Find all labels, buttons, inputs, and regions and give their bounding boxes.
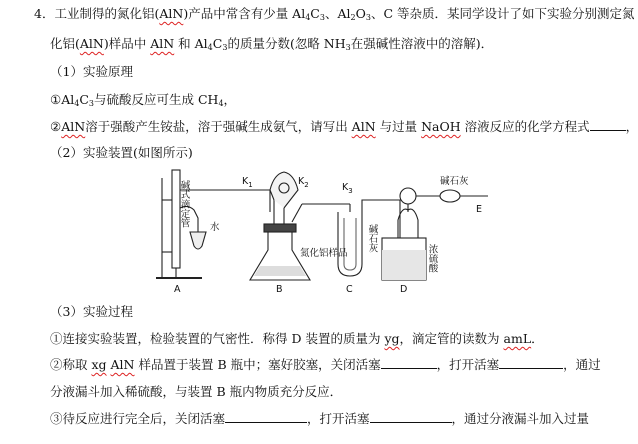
answer-blank-equation[interactable] <box>590 118 626 131</box>
principle-2: ②AlN溶于强酸产生铵盐，溶于强碱生成氨气，请写出 AlN 与过量 NaOH 溶液反应的化学方程式 ， <box>50 119 638 134</box>
label-c: C <box>346 284 353 295</box>
answer-blank-2a[interactable] <box>381 356 437 369</box>
soda-lime-e-label: 碱石灰 <box>440 176 469 187</box>
section-principle-title: （1）实验原理 <box>50 64 133 79</box>
sample-label: 氮化铝样品 <box>300 248 348 259</box>
question-line-2: 化铝(AlN)样品中 AlN 和 $Al_4C_3$的质量分数(忽略 $NH_3$在强碱性溶液中的溶解)． <box>50 36 494 52</box>
question-line-1: 4．工业制得的氮化铝(AlN)产品中常含有少量 $Al_4C_3$、$Al_2O_3$、C 等杂质．某同学设计了如下实验分别测定氮 <box>34 6 635 22</box>
label-d: D <box>400 284 408 295</box>
bulb-d <box>398 209 418 238</box>
question-number: 4． <box>34 6 55 21</box>
water-label: 水 <box>210 222 220 233</box>
u-tube-c <box>338 212 362 276</box>
section-procedure-title: （3）实验过程 <box>50 304 133 319</box>
step-2: ②称取 xg AlN 样品置于装置 B 瓶中；塞好胶塞，关闭活塞 ，打开活塞 ，通过 <box>50 357 601 372</box>
step-3: ③待反应进行完全后，关闭活塞 ，打开活塞 ，通过分液漏斗加入过量 <box>50 411 590 426</box>
burette-label: 碱式滴定管 <box>178 180 190 228</box>
section-apparatus-title: （2）实验装置(如图所示) <box>50 145 193 160</box>
step-2-cont: 分液漏斗加入稀硫酸，与装置 B 瓶内物质充分反应． <box>50 384 343 399</box>
label-b: B <box>276 284 283 295</box>
svg-text:K3: $K_3$ <box>342 182 353 195</box>
answer-blank-2b[interactable] <box>499 356 563 369</box>
answer-blank-3b[interactable] <box>370 410 452 423</box>
step-1: ①连接实验装置，检验装置的气密性．称得 D 装置的质量为 yg，滴定管的读数为 amL． <box>50 331 544 346</box>
drying-tube-e <box>440 190 460 202</box>
svg-text:K1: $K_1$ <box>242 176 253 189</box>
answer-blank-3a[interactable] <box>225 410 307 423</box>
label-a: A <box>174 284 181 295</box>
leveling-funnel <box>190 232 206 249</box>
svg-text:K2: $K_2$ <box>298 176 309 189</box>
conc-acid-label: 浓硫酸 <box>426 244 438 273</box>
label-e: E <box>476 204 483 215</box>
apparatus-diagram <box>150 160 500 295</box>
soda-lime-c-label: 碱石灰 <box>366 224 378 253</box>
principle-1: $①Al_4C_3$与硫酸反应可生成 $CH_4$， <box>50 92 237 108</box>
